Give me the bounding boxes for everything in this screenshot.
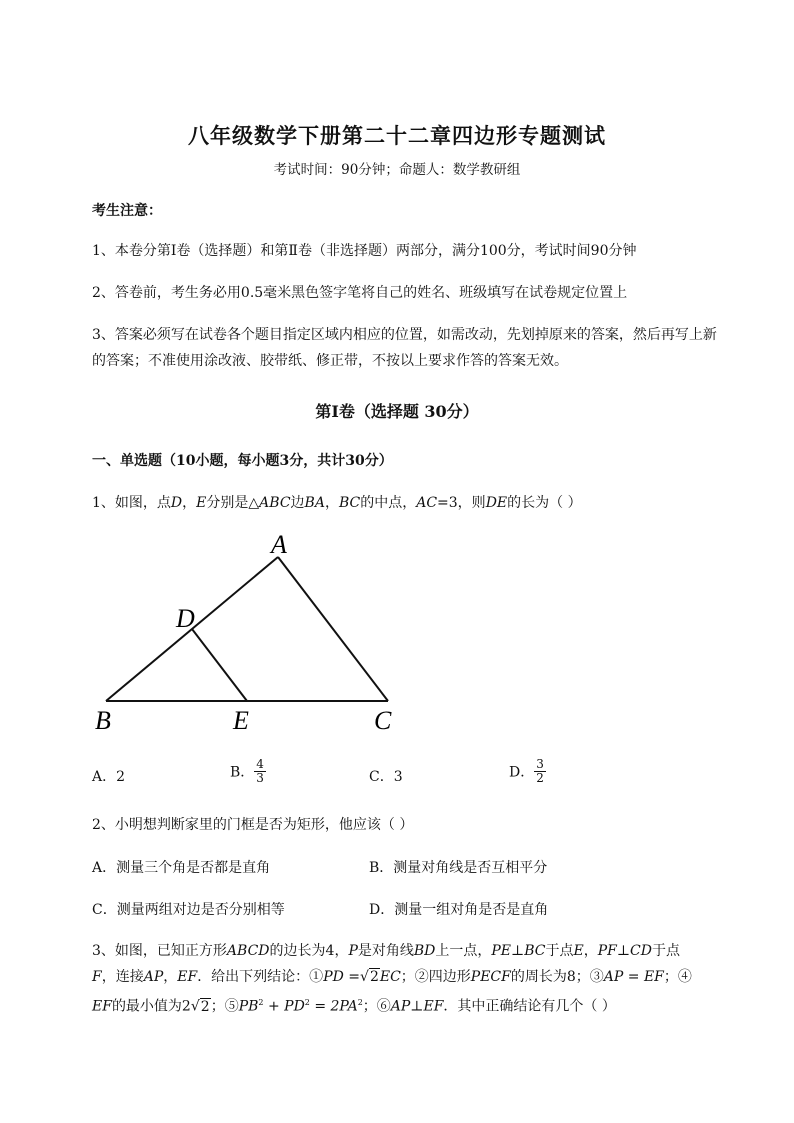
- option-letter: C．: [369, 769, 394, 785]
- q1-text: =3，则: [437, 495, 486, 511]
- q3-var: EF: [177, 969, 198, 985]
- fraction-numerator: 3: [536, 757, 544, 771]
- segment-de: [192, 629, 247, 701]
- superscript: 2: [357, 998, 363, 1007]
- q3-text: ；⑥: [362, 998, 391, 1015]
- q3-text: 3、如图，已知正方形: [92, 943, 227, 959]
- question-3-line-1: [92, 939, 680, 963]
- label-d: D: [176, 604, 195, 633]
- label-a: A: [271, 530, 287, 559]
- q3-var: EC: [379, 969, 401, 985]
- q3-text: ；④: [663, 969, 692, 985]
- q3-text: ；⑤: [210, 998, 239, 1015]
- sqrt-symbol: √: [360, 969, 369, 985]
- question-3-line-2: [92, 965, 692, 989]
- q3-var: PB: [238, 998, 259, 1015]
- superscript: 2: [304, 998, 310, 1007]
- q1-var: AC: [416, 495, 438, 511]
- q3-text: ，: [163, 969, 178, 985]
- q1-var: D: [170, 495, 183, 511]
- question-1-stem: [92, 491, 582, 515]
- label-e: E: [233, 706, 249, 735]
- q3-var: PD =: [323, 969, 361, 985]
- q1-var: ABC: [259, 495, 291, 511]
- q3-var: AP = EF: [603, 969, 664, 985]
- q1-text: 边: [290, 495, 305, 511]
- q2-option-a[interactable]: A．测量三个角是否都是直角: [92, 860, 271, 876]
- q1-var: BA: [304, 495, 325, 511]
- option-letter: B．: [230, 764, 255, 781]
- q2-option-b[interactable]: B．测量对角线是否互相平分: [369, 860, 548, 876]
- q3-var: P: [348, 943, 358, 959]
- question-2-stem: 2、小明想判断家里的门框是否为矩形，他应该（ ）: [92, 817, 414, 833]
- option-fraction: [534, 758, 546, 785]
- q3-var: + PD: [263, 998, 305, 1015]
- question-3-line-3: [92, 991, 616, 1019]
- notice-item-3: 3、答案必须写在试卷各个题目指定区域内相应的位置，如需改动，先划掉原来的答案，然后再写上新: [92, 327, 717, 343]
- superscript: 2: [258, 998, 264, 1007]
- q1-var: DE: [485, 495, 508, 511]
- q3-text: ．其中正确结论有几个（ ）: [443, 998, 616, 1015]
- notice-item-2: 2、答卷前，考生务必用0.5毫米黑色签字笔将自己的姓名、班级填写在试卷规定位置上: [92, 285, 628, 301]
- q3-var: PE⊥BC: [491, 943, 546, 959]
- q3-text: ，: [583, 943, 598, 959]
- sqrt-radicand: 2: [200, 998, 210, 1015]
- q1-option-a[interactable]: [92, 766, 125, 786]
- q3-var: E: [573, 943, 584, 959]
- q3-text: ．给出下列结论：①: [197, 969, 324, 985]
- notice-item-3-cont: 的答案；不准使用涂改液、胶带纸、修正带，不按以上要求作答的答案无效。: [92, 353, 568, 369]
- q3-text: 于点: [545, 943, 574, 959]
- q1-var: E: [196, 495, 207, 511]
- sqrt-symbol: √: [190, 998, 200, 1015]
- option-letter: D．: [509, 764, 535, 781]
- document-title: 八年级数学下册第二十二章四边形专题测试: [188, 123, 606, 148]
- side-ac: [278, 557, 388, 701]
- q3-text: 的边长为4，: [269, 943, 349, 959]
- notice-item-1: 1、本卷分第I卷（选择题）和第Ⅱ卷（非选择题）两部分，满分100分，考试时间90分钟: [92, 243, 637, 259]
- option-value: 3: [393, 769, 403, 785]
- fraction-denominator: 2: [536, 771, 544, 785]
- section-title: 第I卷（选择题 30分）: [315, 402, 479, 421]
- fraction-denominator: 3: [256, 771, 264, 785]
- q2-option-d[interactable]: D．测量一组对角是否是直角: [369, 902, 549, 918]
- option-value: 2: [116, 769, 126, 785]
- exam-subtitle: 考试时间：90分钟；命题人：数学教研组: [273, 162, 521, 178]
- notice-heading: 考生注意：: [92, 203, 162, 219]
- q1-text: ，: [182, 495, 197, 511]
- q3-var: F: [92, 969, 102, 985]
- option-letter: A．: [92, 769, 117, 785]
- q1-text: ，: [324, 495, 339, 511]
- q3-text: 的周长为8；③: [510, 969, 604, 985]
- q1-text: 的中点，: [360, 495, 417, 511]
- triangle-figure: [80, 525, 420, 740]
- q3-text: 上一点，: [435, 943, 492, 959]
- q3-var: AP: [143, 969, 164, 985]
- q3-text: ，连接: [101, 969, 144, 985]
- q3-text: 的最小值为2: [111, 998, 191, 1015]
- q1-var: BC: [338, 495, 361, 511]
- q3-text: ；②四边形: [400, 969, 471, 985]
- q3-var: AP⊥EF: [390, 998, 444, 1015]
- q3-var: PECF: [470, 969, 511, 985]
- q1-text: 1、如图，点: [92, 495, 171, 511]
- q3-var: ABCD: [226, 943, 270, 959]
- sqrt-radicand: 2: [369, 969, 379, 985]
- option-fraction: [254, 758, 266, 785]
- q1-text: 的长为（ ）: [507, 495, 582, 511]
- q3-var: = 2PA: [309, 998, 358, 1015]
- q1-option-b[interactable]: [230, 758, 266, 785]
- q3-text: 是对角线: [357, 943, 414, 959]
- fraction-numerator: 4: [256, 757, 264, 771]
- q1-option-d[interactable]: [509, 758, 546, 785]
- q3-var: EF: [92, 998, 112, 1015]
- q3-text: 于点: [651, 943, 680, 959]
- label-c: C: [374, 706, 392, 735]
- label-b: B: [95, 706, 111, 735]
- q2-option-c[interactable]: C．测量两组对边是否分别相等: [92, 902, 285, 918]
- q3-var: BD: [413, 943, 436, 959]
- q3-var: PF⊥CD: [597, 943, 652, 959]
- part-heading: 一、单选题（10小题，每小题3分，共计30分）: [92, 453, 393, 469]
- q1-text: 分别是△: [206, 495, 260, 511]
- q1-option-c[interactable]: [369, 766, 403, 786]
